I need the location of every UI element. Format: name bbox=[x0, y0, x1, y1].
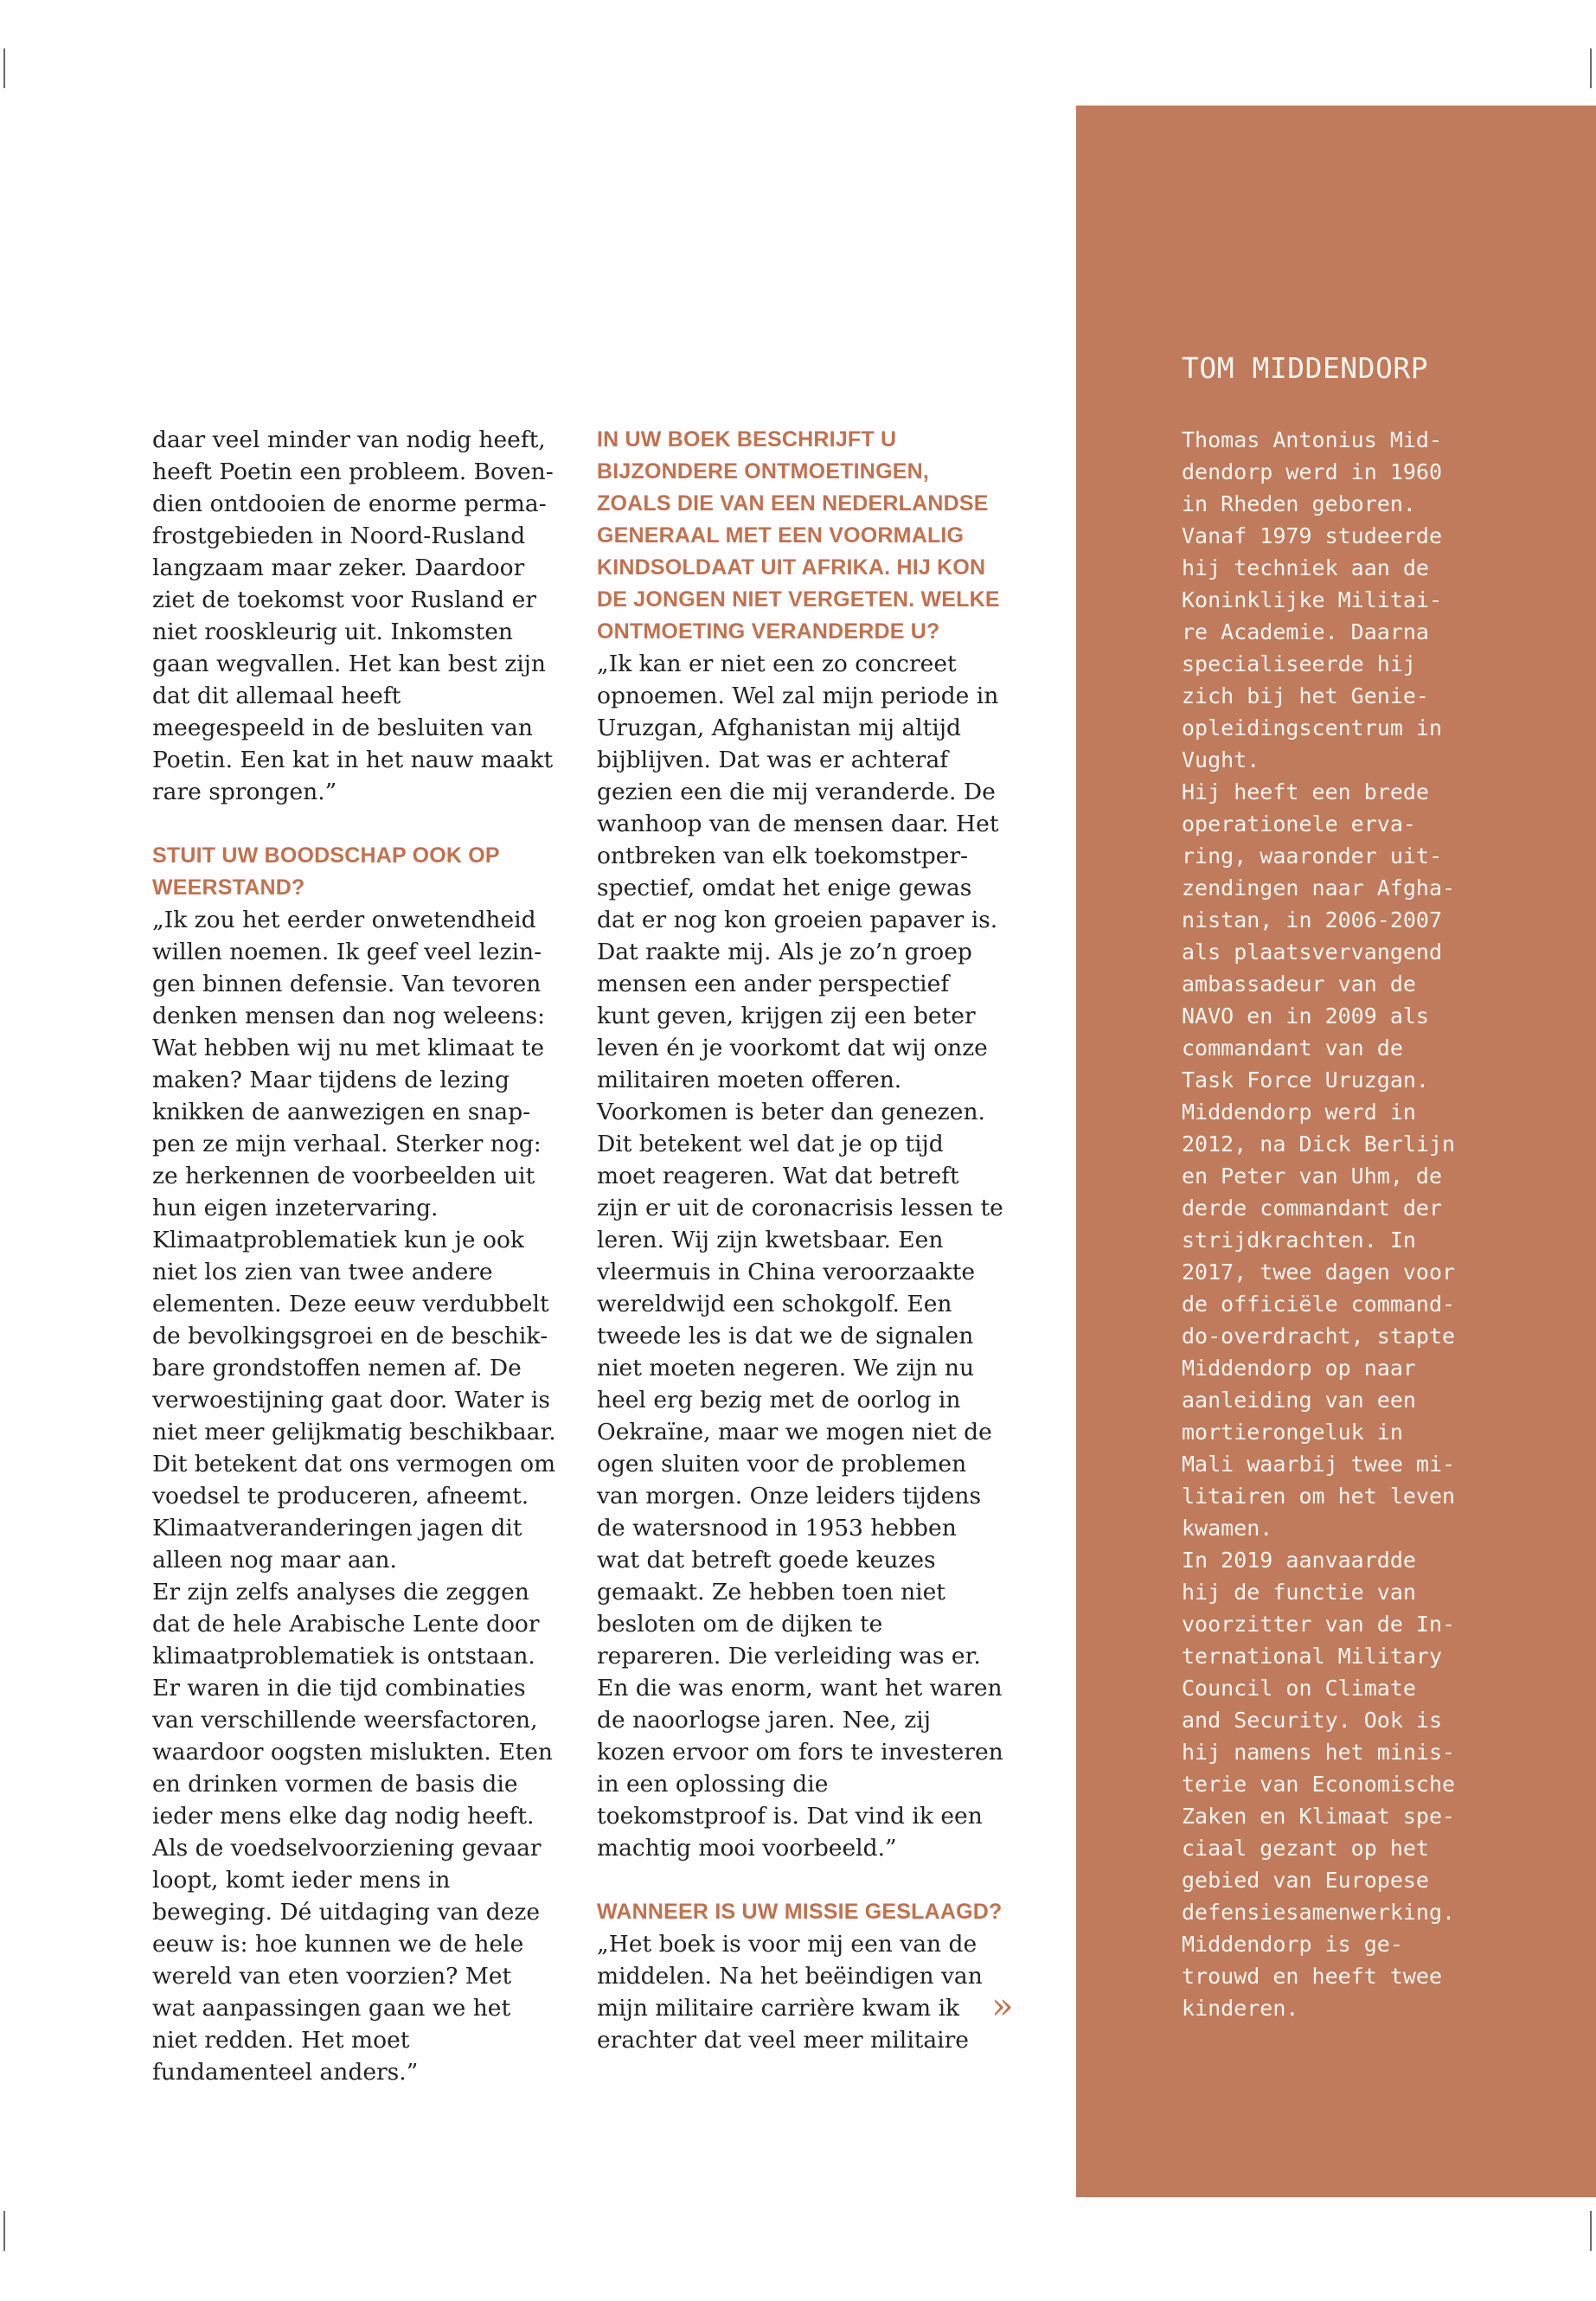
paragraph: Er zijn zelfs analyses die zeggen dat de hele Arabische Lente door klimaatproblematiek is ontstaan. Er waren in die tijd combinaties van verschillende weersfactoren, waardoor oogsten mislukten. Eten en drinken vormen de basis die ieder mens elke dag nodig heeft. Als de voedselvoorziening gevaar loopt, komt ieder mens in beweging. Dé uitdaging van deze eeuw is: hoe kunnen we de hele wereld van eten voorzien? Met wat aanpassingen gaan we het niet redden. Het moet fundamenteel anders.” bbox=[152, 1579, 553, 2086]
interview-question: WANNEER IS UW MISSIE GESLAAGD? bbox=[597, 1900, 1003, 1924]
paragraph: „Het boek is voor mij een van de middelen. Na het beëindigen van mijn militaire carrière kwam ik erachter dat veel meer militaire bbox=[597, 1931, 983, 2054]
crop-mark-bottom-right bbox=[1590, 2211, 1592, 2251]
interview-question: STUIT UW BOODSCHAP OOK OP WEERSTAND? bbox=[152, 843, 500, 900]
continue-arrow-icon: » bbox=[991, 1984, 1014, 2027]
interview-question: IN UW BOEK BESCHRIJFT U BIJZONDERE ONTMOETINGEN, ZOALS DIE VAN EEN NEDERLANDSE GENERAAL MET EEN VOORMALIG KINDSOLDAAT UIT AFRIKA. HIJ KON DE JONGEN NIET VERGETEN. WELKE ONTMOETING VERANDERDE U? bbox=[597, 427, 1000, 644]
sidebar-title: TOM MIDDENDORP bbox=[1182, 351, 1429, 385]
article-column-1 bbox=[152, 424, 559, 2088]
paragraph: „Ik kan er niet een zo concreet opnoemen. Wel zal mijn periode in Uruzgan, Afghanistan mij altijd bijblijven. Dat was er achteraf gezien een die mij veranderde. De wanhoop van de mensen daar. Het ontbreken van elk toekomstperspectief, omdat het enige gewas dat er nog kon groeien papaver is. Dat raakte mij. Als je zo’n groep mensen een ander perspectief kunt geven, krijgen zij een beter leven én je voorkomt dat wij onze militairen moeten offeren. Voorkomen is beter dan genezen. bbox=[597, 651, 999, 1125]
paragraph: daar veel minder van nodig heeft, heeft Poetin een probleem. Bovendien ontdooien de enorme permafrostgebieden in Noord-Rusland langzaam maar zeker. Daardoor ziet de toekomst voor Rusland er niet rooskleurig uit. Inkomsten gaan wegvallen. Het kan best zijn dat dit allemaal heeft meegespeeld in de besluiten van Poetin. Een kat in het nauw maakt rare sprongen.” bbox=[152, 426, 554, 805]
paragraph: Dit betekent wel dat je op tijd moet reageren. Wat dat betreft zijn er uit de coronacrisis lessen te leren. Wij zijn kwetsbaar. Een vleermuis in China veroorzaakte wereldwijd een schokgolf. Een tweede les is dat we de signalen niet moeten negeren. We zijn nu heel erg bezig met de oorlog in Oekraïne, maar we mogen niet de ogen sluiten voor de problemen van morgen. Onze leiders tijdens de watersnood in 1953 hebben wat dat betreft goede keuzes gemaakt. Ze hebben toen niet besloten om de dijken te repareren. Die verleiding was er. En die was enorm, want het waren de naoorlogse jaren. Nee, zij kozen ervoor om fors te investeren in een oplossing die toekomstproof is. Dat vind ik een machtig mooi voorbeeld.” bbox=[597, 1131, 1003, 1862]
article-column-2 bbox=[597, 424, 1003, 2056]
paragraph: Klimaatproblematiek kun je ook niet los zien van twee andere elementen. Deze eeuw verdubbelt de bevolkingsgroei en de beschikbare grondstoffen nemen af. De verwoestijning gaat door. Water is niet meer gelijkmatig beschikbaar. Dit betekent dat ons vermogen om voedsel te produceren, afneemt. Klimaatveranderingen jagen dit alleen nog maar aan. bbox=[152, 1227, 556, 1574]
sidebar-bio: Thomas Antonius Mid- dendorp werd in 1960 in Rheden geboren. Vanaf 1979 studeerde hij techniek aan de Koninklijke Militai- re Academie. Daarna specialiseerde hij zich bij het Genie- opleidingscentrum in Vught. Hij heeft een brede operationele erva- ring, waaronder uit- zendingen naar Afgha- nistan, in 2006-2007 als plaatsvervangend ambassadeur van de NAVO en in 2009 als commandant van de Task Force Uruzgan. Middendorp werd in 2012, na Dick Berlijn en Peter van Uhm, de derde commandant der strijdkrachten. In 2017, twee dagen voor de officiële command- do-overdracht, stapte Middendorp op naar aanleiding van een mortierongeluk in Mali waarbij twee mi- litairen om het leven kwamen. In 2019 aanvaardde hij de functie van voorzitter van de In- ternational Military Council on Climate and Security. Ook is hij namens het minis- terie van Economische Zaken en Klimaat spe- ciaal gezant op het gebied van Europese defensiesamenwerking. Middendorp is ge- trouwd en heeft twee kinderen. bbox=[1182, 427, 1456, 2021]
crop-mark-top-right bbox=[1590, 48, 1592, 88]
crop-mark-bottom-left bbox=[3, 2211, 5, 2251]
paragraph: „Ik zou het eerder onwetendheid willen noemen. Ik geef veel lezingen binnen defensie. Van tevoren denken mensen dan nog weleens: Wat hebben wij nu met klimaat te maken? Maar tijdens de lezing knikken de aanwezigen en snappen ze mijn verhaal. Sterker nog: ze herkennen de voorbeelden uit hun eigen inzetervaring. bbox=[152, 907, 546, 1221]
crop-mark-top-left bbox=[3, 48, 5, 88]
